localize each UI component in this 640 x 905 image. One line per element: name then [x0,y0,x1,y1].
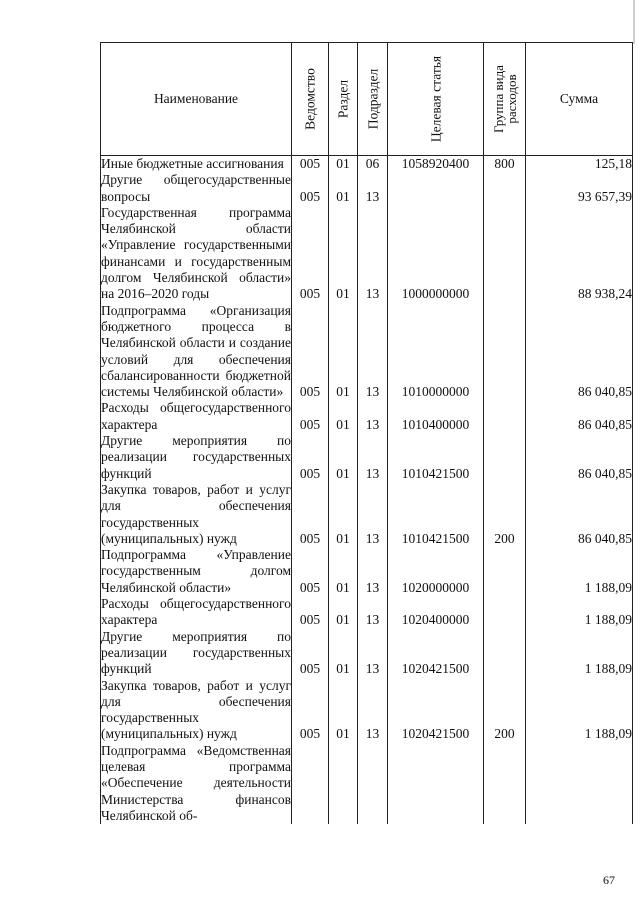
cell-gruppa-vida-rashodov [484,172,526,205]
table-row [101,678,633,743]
cell-celevaya-statya: 1010400000 [388,400,484,433]
cell-summa: 1 188,09 [526,629,633,678]
cell-gruppa-vida-rashodov [484,400,526,433]
cell-vedomstvo: 005 [292,303,329,401]
table-row [101,482,633,547]
table-row [101,596,633,629]
cell-razdel: 01 [329,596,358,629]
cell-summa: 86 040,85 [526,482,633,547]
cell-celevaya-statya: 1010000000 [388,303,484,401]
cell-summa: 86 040,85 [526,303,633,401]
cell-razdel: 01 [329,172,358,205]
cell-gruppa-vida-rashodov [484,743,526,824]
cell-vedomstvo: 005 [292,433,329,482]
cell-podrazdel: 13 [358,205,388,303]
cell-podrazdel: 13 [358,400,388,433]
header-podrazdel [358,43,388,156]
table-row [101,172,633,205]
cell-podrazdel: 13 [358,433,388,482]
cell-gruppa-vida-rashodov [484,547,526,596]
cell-vedomstvo: 005 [292,596,329,629]
page-number: 67 [603,873,615,887]
cell-name: Расходы общегосударственного характера [101,400,291,432]
cell-summa: 86 040,85 [526,400,633,433]
header-gruppa-vida-rashodov-label: Группа вида расходов [490,65,519,133]
cell-summa: 88 938,24 [526,205,633,303]
cell-gruppa-vida-rashodov [484,205,526,303]
cell-name: Другие мероприятия по реализации государственных функций [101,433,291,481]
cell-razdel: 01 [329,678,358,743]
table-header-row [101,43,633,156]
cell-celevaya-statya: 1010421500 [388,482,484,547]
cell-vedomstvo [292,743,329,824]
cell-podrazdel: 13 [358,303,388,401]
cell-vedomstvo: 005 [292,172,329,205]
cell-podrazdel [358,743,388,824]
cell-podrazdel: 13 [358,172,388,205]
cell-razdel: 01 [329,433,358,482]
cell-podrazdel: 13 [358,629,388,678]
header-vedomstvo-label: Ведомство [302,68,318,130]
cell-celevaya-statya: 1020400000 [388,596,484,629]
cell-name: Закупка товаров, работ и услуг для обеспечения государственных (муниципальных) нужд [101,677,291,742]
table-row [101,547,633,596]
table-row [101,156,633,173]
cell-name: Другие общегосударственные вопросы [101,172,291,204]
table-row [101,629,633,678]
cell-gruppa-vida-rashodov: 800 [484,156,526,173]
cell-vedomstvo: 005 [292,400,329,433]
table-row [101,400,633,433]
cell-razdel: 01 [329,547,358,596]
cell-gruppa-vida-rashodov [484,303,526,401]
cell-celevaya-statya: 1058920400 [388,156,484,173]
table-row [101,303,633,401]
table-row [101,205,633,303]
cell-name: Закупка товаров, работ и услуг для обеспечения государственных (муниципальных) нужд [101,481,291,546]
cell-summa: 1 188,09 [526,596,633,629]
cell-gruppa-vida-rashodov [484,596,526,629]
cell-razdel: 01 [329,205,358,303]
cell-summa: 1 188,09 [526,678,633,743]
cell-gruppa-vida-rashodov [484,629,526,678]
cell-summa: 1 188,09 [526,547,633,596]
cell-gruppa-vida-rashodov: 200 [484,678,526,743]
cell-name: Другие мероприятия по реализации государственных функций [101,628,291,677]
scan-edge-mark [633,0,635,44]
cell-vedomstvo: 005 [292,678,329,743]
cell-celevaya-statya: 1010421500 [388,433,484,482]
cell-celevaya-statya [388,172,484,205]
cell-summa: 93 657,39 [526,172,633,205]
cell-razdel: 01 [329,482,358,547]
header-podrazdel-label: Подраздел [365,68,380,130]
cell-podrazdel: 13 [358,678,388,743]
header-summa: Сумма [526,43,633,156]
cell-razdel: 01 [329,156,358,173]
cell-podrazdel: 06 [358,156,388,173]
cell-celevaya-statya: 1020421500 [388,678,484,743]
table-row [101,433,633,482]
cell-name: Иные бюджетные ассигнования [101,156,292,173]
cell-summa: 125,18 [526,156,633,173]
cell-vedomstvo: 005 [292,629,329,678]
header-razdel [329,43,358,156]
cell-podrazdel: 13 [358,596,388,629]
cell-name: Подпрограмма «Ведомственная целевая программа «Обеспечение деятельности Министерства финансов Челябинской об- [101,742,291,823]
cell-name: Расходы общегосударственного характера [101,596,291,628]
cell-vedomstvo: 005 [292,547,329,596]
cell-celevaya-statya [388,743,484,824]
cell-gruppa-vida-rashodov [484,433,526,482]
cell-vedomstvo: 005 [292,205,329,303]
cell-razdel: 01 [329,400,358,433]
table-row [101,743,633,824]
cell-celevaya-statya: 1020000000 [388,547,484,596]
header-razdel-label: Раздел [335,79,351,119]
cell-name: Подпрограмма «Организация бюджетного процесса в Челябинской области и создание условий для обеспечения сбалансированности бюджетной системы Челябинской области» [101,302,291,400]
cell-vedomstvo: 005 [292,156,329,173]
budget-table [100,42,633,824]
cell-summa: 86 040,85 [526,433,633,482]
cell-razdel: 01 [329,629,358,678]
cell-summa [526,743,633,824]
cell-razdel [329,743,358,824]
cell-name: Подпрограмма «Управление государственным долгом Челябинской области» [101,547,291,595]
cell-podrazdel: 13 [358,547,388,596]
header-celevaya-statya [388,43,484,156]
cell-celevaya-statya: 1000000000 [388,205,484,303]
header-vedomstvo [292,43,329,156]
header-name: Наименование [101,43,292,156]
cell-podrazdel: 13 [358,482,388,547]
header-gruppa-vida-rashodov [484,43,526,156]
cell-razdel: 01 [329,303,358,401]
cell-vedomstvo: 005 [292,482,329,547]
cell-celevaya-statya: 1020421500 [388,629,484,678]
cell-name: Государственная программа Челябинской области «Управление государственными финансами и государственным долгом Челябинской области» на 2016–2020 годы [101,204,291,302]
header-celevaya-statya-label: Целевая статья [428,55,443,143]
cell-gruppa-vida-rashodov: 200 [484,482,526,547]
